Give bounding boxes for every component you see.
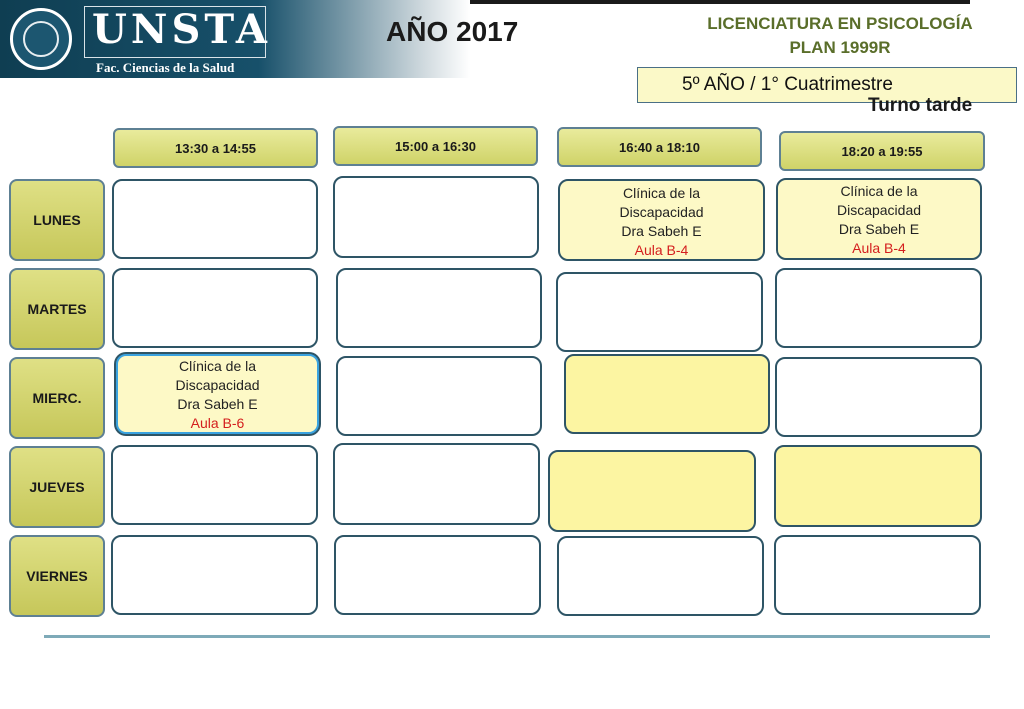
subject-line1: Clínica de la bbox=[622, 185, 701, 201]
room-label: Aula B-6 bbox=[190, 415, 245, 431]
time-slot-3: 16:40 a 18:10 bbox=[557, 127, 762, 167]
cell-viernes-1500 bbox=[334, 535, 541, 615]
time-slot-1: 13:30 a 14:55 bbox=[113, 128, 318, 168]
cell-jueves-1820 bbox=[774, 445, 982, 527]
day-jueves: JUEVES bbox=[9, 446, 105, 528]
class-entry bbox=[118, 357, 317, 433]
cell-mierc-1820 bbox=[775, 357, 982, 437]
time-slot-4: 18:20 a 19:55 bbox=[779, 131, 985, 171]
university-logo: UNSTA bbox=[92, 6, 271, 53]
day-viernes: VIERNES bbox=[9, 535, 105, 617]
top-rule bbox=[470, 0, 970, 4]
subject-line2: Discapacidad bbox=[175, 377, 260, 393]
time-slot-2: 15:00 a 16:30 bbox=[333, 126, 538, 166]
subject-line2: Discapacidad bbox=[836, 202, 922, 218]
cell-jueves-1640 bbox=[548, 450, 756, 532]
cell-viernes-1820 bbox=[774, 535, 981, 615]
cell-viernes-1640 bbox=[557, 536, 764, 616]
cell-lunes-1640 bbox=[558, 179, 765, 261]
shift-label: Turno tarde bbox=[868, 95, 973, 116]
class-entry bbox=[560, 184, 763, 260]
seal-emblem bbox=[23, 21, 59, 57]
cell-martes-1640 bbox=[556, 272, 763, 352]
cell-mierc-1500 bbox=[336, 356, 542, 436]
subject-line1: Clínica de la bbox=[178, 358, 257, 374]
teacher-name: Dra Sabeh E bbox=[621, 223, 702, 239]
career-heading bbox=[640, 12, 1024, 60]
cell-lunes-1500 bbox=[333, 176, 539, 258]
day-miercoles: MIERC. bbox=[9, 357, 105, 439]
day-martes: MARTES bbox=[9, 268, 105, 350]
faculty-name: Fac. Ciencias de la Salud bbox=[96, 60, 235, 75]
bottom-rule bbox=[44, 635, 990, 638]
class-entry bbox=[778, 182, 980, 258]
cell-jueves-1500 bbox=[333, 443, 540, 525]
day-lunes: LUNES bbox=[9, 179, 105, 261]
course-label: 5º AÑO / 1° Cuatrimestre bbox=[682, 74, 893, 95]
cell-viernes-1330 bbox=[111, 535, 318, 615]
subject-line2: Discapacidad bbox=[619, 204, 704, 220]
cell-lunes-1820 bbox=[776, 178, 982, 260]
teacher-name: Dra Sabeh E bbox=[838, 221, 920, 237]
career-name: LICENCIATURA EN PSICOLOGÍA bbox=[707, 14, 973, 33]
cell-jueves-1330 bbox=[111, 445, 318, 525]
cell-lunes-1330 bbox=[112, 179, 318, 259]
subject-line1: Clínica de la bbox=[840, 183, 918, 199]
cell-mierc-1330 bbox=[116, 354, 319, 434]
university-seal-icon bbox=[10, 8, 72, 70]
plan-name: PLAN 1999R bbox=[789, 38, 891, 57]
room-label: Aula B-4 bbox=[634, 242, 689, 258]
page-title: AÑO 2017 bbox=[386, 16, 519, 47]
cell-martes-1330 bbox=[112, 268, 318, 348]
cell-martes-1820 bbox=[775, 268, 982, 348]
teacher-name: Dra Sabeh E bbox=[177, 396, 258, 412]
cell-mierc-1640 bbox=[564, 354, 770, 434]
room-label: Aula B-4 bbox=[852, 240, 906, 256]
cell-martes-1500 bbox=[336, 268, 542, 348]
